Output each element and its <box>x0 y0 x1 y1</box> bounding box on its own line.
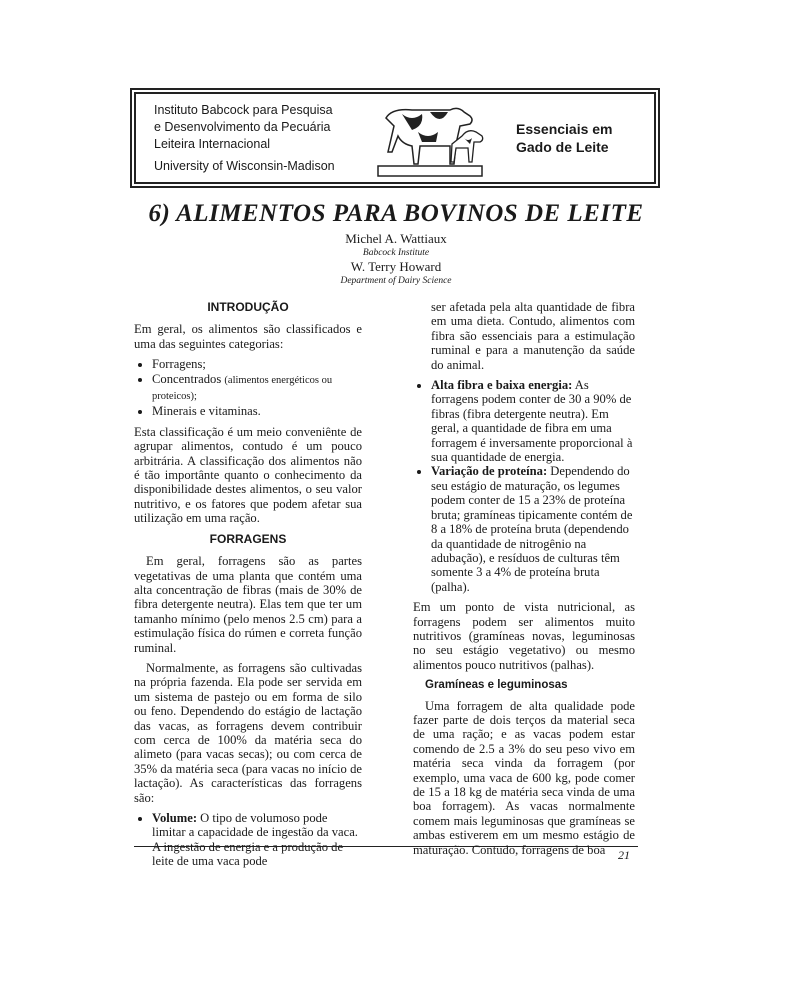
list-item-text: Dependendo do seu estágio de maturação, os legumes podem conter de 15 a 23% de proteína bruta; gramíneas tipicamente contém de 8 a 18% de proteína bruta (dependendo da quantidade de nitrogênio na adubação), e resíduos de culturas têm somente 3 a 4% de proteína bruta (palha). <box>431 464 633 594</box>
institute-line-2: e Desenvolvimento da Pecuária <box>154 120 331 134</box>
subsection-heading: Gramíneas e leguminosas <box>425 679 568 692</box>
paragraph-continued: ser afetada pela alta quantidade de fibra em uma dieta. Contudo, alimentos com fibra são essenciais para a estimulação ruminal e para a manutenção da saúde do animal. <box>431 300 635 372</box>
list-item-text: As forragens podem conter de 30 a 90% de fibras (fibra detergente neutra). Em geral, a quantidade de fibra em uma forragem é inversamente proporcional à sua quantidade de energia. <box>431 378 633 465</box>
list-item: • Forragens; <box>152 357 362 371</box>
author-affiliation: Department of Dairy Science <box>340 276 452 286</box>
list-item <box>431 378 635 464</box>
list-item <box>152 372 362 405</box>
author-affiliation: Babcock Institute <box>362 248 430 258</box>
list-item: • Minerais e vitaminas. <box>152 404 362 418</box>
paragraph: Em um ponto de vista nutricional, as forragens podem ser alimentos muito nutritivos (gramíneas novas, leguminosas no seu estágio vegetativo) ou mesmo alimentos pouco nutritivos (palhas). <box>413 600 635 672</box>
list-item-text: O tipo de volumoso pode limitar a capacidade de ingestão da vaca. A ingestão de energia e a produção de leite de uma vaca pode <box>152 811 358 869</box>
right-column <box>413 300 635 863</box>
institute-name <box>154 102 333 153</box>
author-name: W. Terry Howard <box>350 259 442 274</box>
list-item-label: Alta fibra e baixa energia: <box>431 378 573 393</box>
list-item <box>431 464 635 594</box>
author-name: Michel A. Wattiaux <box>345 231 447 246</box>
paragraph: Em geral, forragens são as partes vegetativas de uma planta que contém uma alta concentração de fibras (mais de 30% de fibra detergente neutra). Elas tem que ter um tamanho mínimo (pelo menos 2.5 cm) para a estimulação física do rúmen e correta função ruminal. <box>134 554 362 655</box>
author-block <box>0 232 792 288</box>
section-heading-intro: INTRODUÇÃO <box>207 300 289 314</box>
page-number: 21 <box>618 848 630 862</box>
header-banner <box>130 88 660 188</box>
section-heading-forragens: FORRAGENS <box>209 531 287 546</box>
feature-list <box>134 811 362 869</box>
institute-line-3: Leiteira Internacional <box>154 137 271 151</box>
category-list <box>134 357 362 419</box>
footer-divider <box>134 846 638 847</box>
paragraph: Esta classificação é um meio conveniênte de agrupar alimentos, contudo é um pouco arbitrária. A classificação dos alimentos não é tão importânte quanto o conhecimento da disponibilidade destes alimentos, o seu valor nutritivo, e os fatores que podem afetar sua utilização em uma ração. <box>134 424 362 526</box>
list-item-text: Concentrados <box>152 371 222 386</box>
series-line-2: Gado de Leite <box>516 139 609 155</box>
list-item-label: Volume: <box>152 811 198 825</box>
paragraph: Uma forragem de alta qualidade pode fazer parte de dois terços da material seca de uma ração; e as vacas podem estar comendo de 2.5 a 3% do seu peso vivo em matéria seca vinda da forragem (por exemplo, uma vaca de 600 kg, pode comer de 15 a 18 kg de matéria seca vinda de uma boa forragem). As vacas normalmente comem mais leguminosas que gramíneas se ambas estiverem em um mesmo estágio de maturação. Contudo, forragens de boa <box>413 698 635 857</box>
university-name: University of Wisconsin-Madison <box>154 159 335 173</box>
paragraph: Normalmente, as forragens são cultivadas na própria fazenda. Ela pode ser servida em um sistema de pastejo ou em forma de silo ou feno. Dependendo do estágio de lactação das vacas, as forragens devem contribuir com cerca de 100% da matéria seca do alimeto (para vacas secas); ou com cerca de 35% da matéria seca (para vacas no início de lactação). As características das forragens são: <box>134 660 362 805</box>
feature-list <box>413 378 635 594</box>
document-title: 6) ALIMENTOS PARA BOVINOS DE LEITE <box>148 200 644 227</box>
list-item <box>152 811 362 869</box>
series-line-1: Essenciais em <box>516 121 613 137</box>
left-column <box>134 296 362 875</box>
list-item-note: (alimentos energéticos ou proteicos); <box>152 374 333 403</box>
institute-line-1: Instituto Babcock para Pesquisa <box>154 103 333 117</box>
list-item-label: Variação de proteína: <box>431 464 548 479</box>
cow-and-calf-icon <box>372 96 492 182</box>
series-title <box>516 120 613 156</box>
paragraph: Em geral, os alimentos são classificados e uma das seguintes categorias: <box>134 322 362 351</box>
